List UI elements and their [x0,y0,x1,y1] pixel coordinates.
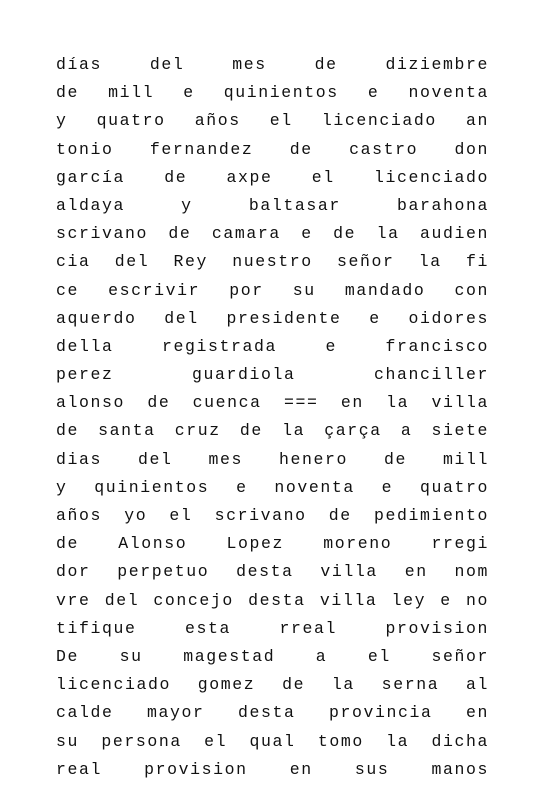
text-line: vre del concejo desta villa ley e no [56,590,489,610]
text-line: días del mes de diziembre [56,55,489,74]
text-line: su persona el qual tomo la dicha [56,731,489,751]
text-line: aldaya y baltasar barahona [56,195,489,215]
text-line: perez guardiola chanciller [56,365,489,385]
text-line: alonso de cuenca === en la villa [56,393,489,413]
text-line: dias del mes henero de mill [56,449,489,469]
text-line: calde mayor desta provincia en [56,703,489,723]
text-line: y quinientos e noventa e quatro [56,477,489,497]
text-line: ce escrivir por su mandado con [56,280,489,300]
text-line: garcía de axpe el licenciado [56,167,489,187]
text-line: della registrada e francisco [56,336,489,356]
text-line: dor perpetuo desta villa en nom [56,562,489,582]
text-line: cia del Rey nuestro señor la fi [56,252,489,272]
document-page [56,51,489,784]
text-line: y quatro años el licenciado an [56,111,489,131]
text-line: de mill e quinientos e noventa [56,83,489,103]
text-line: De su magestad a el señor [56,646,489,666]
text-line: tifique esta rreal provision [56,618,489,638]
text-line: tonio fernandez de castro don [56,139,489,159]
text-line: real provision en sus manos [56,759,489,779]
text-line: años yo el scrivano de pedimiento [56,506,489,525]
text-line: de santa cruz de la çarça a siete [56,421,489,441]
text-line: aquerdo del presidente e oidores [56,308,489,328]
text-line: scrivano de camara e de la audien [56,224,489,244]
text-line: licenciado gomez de la serna al [56,675,489,695]
text-line: de Alonso Lopez moreno rregi [56,534,489,554]
